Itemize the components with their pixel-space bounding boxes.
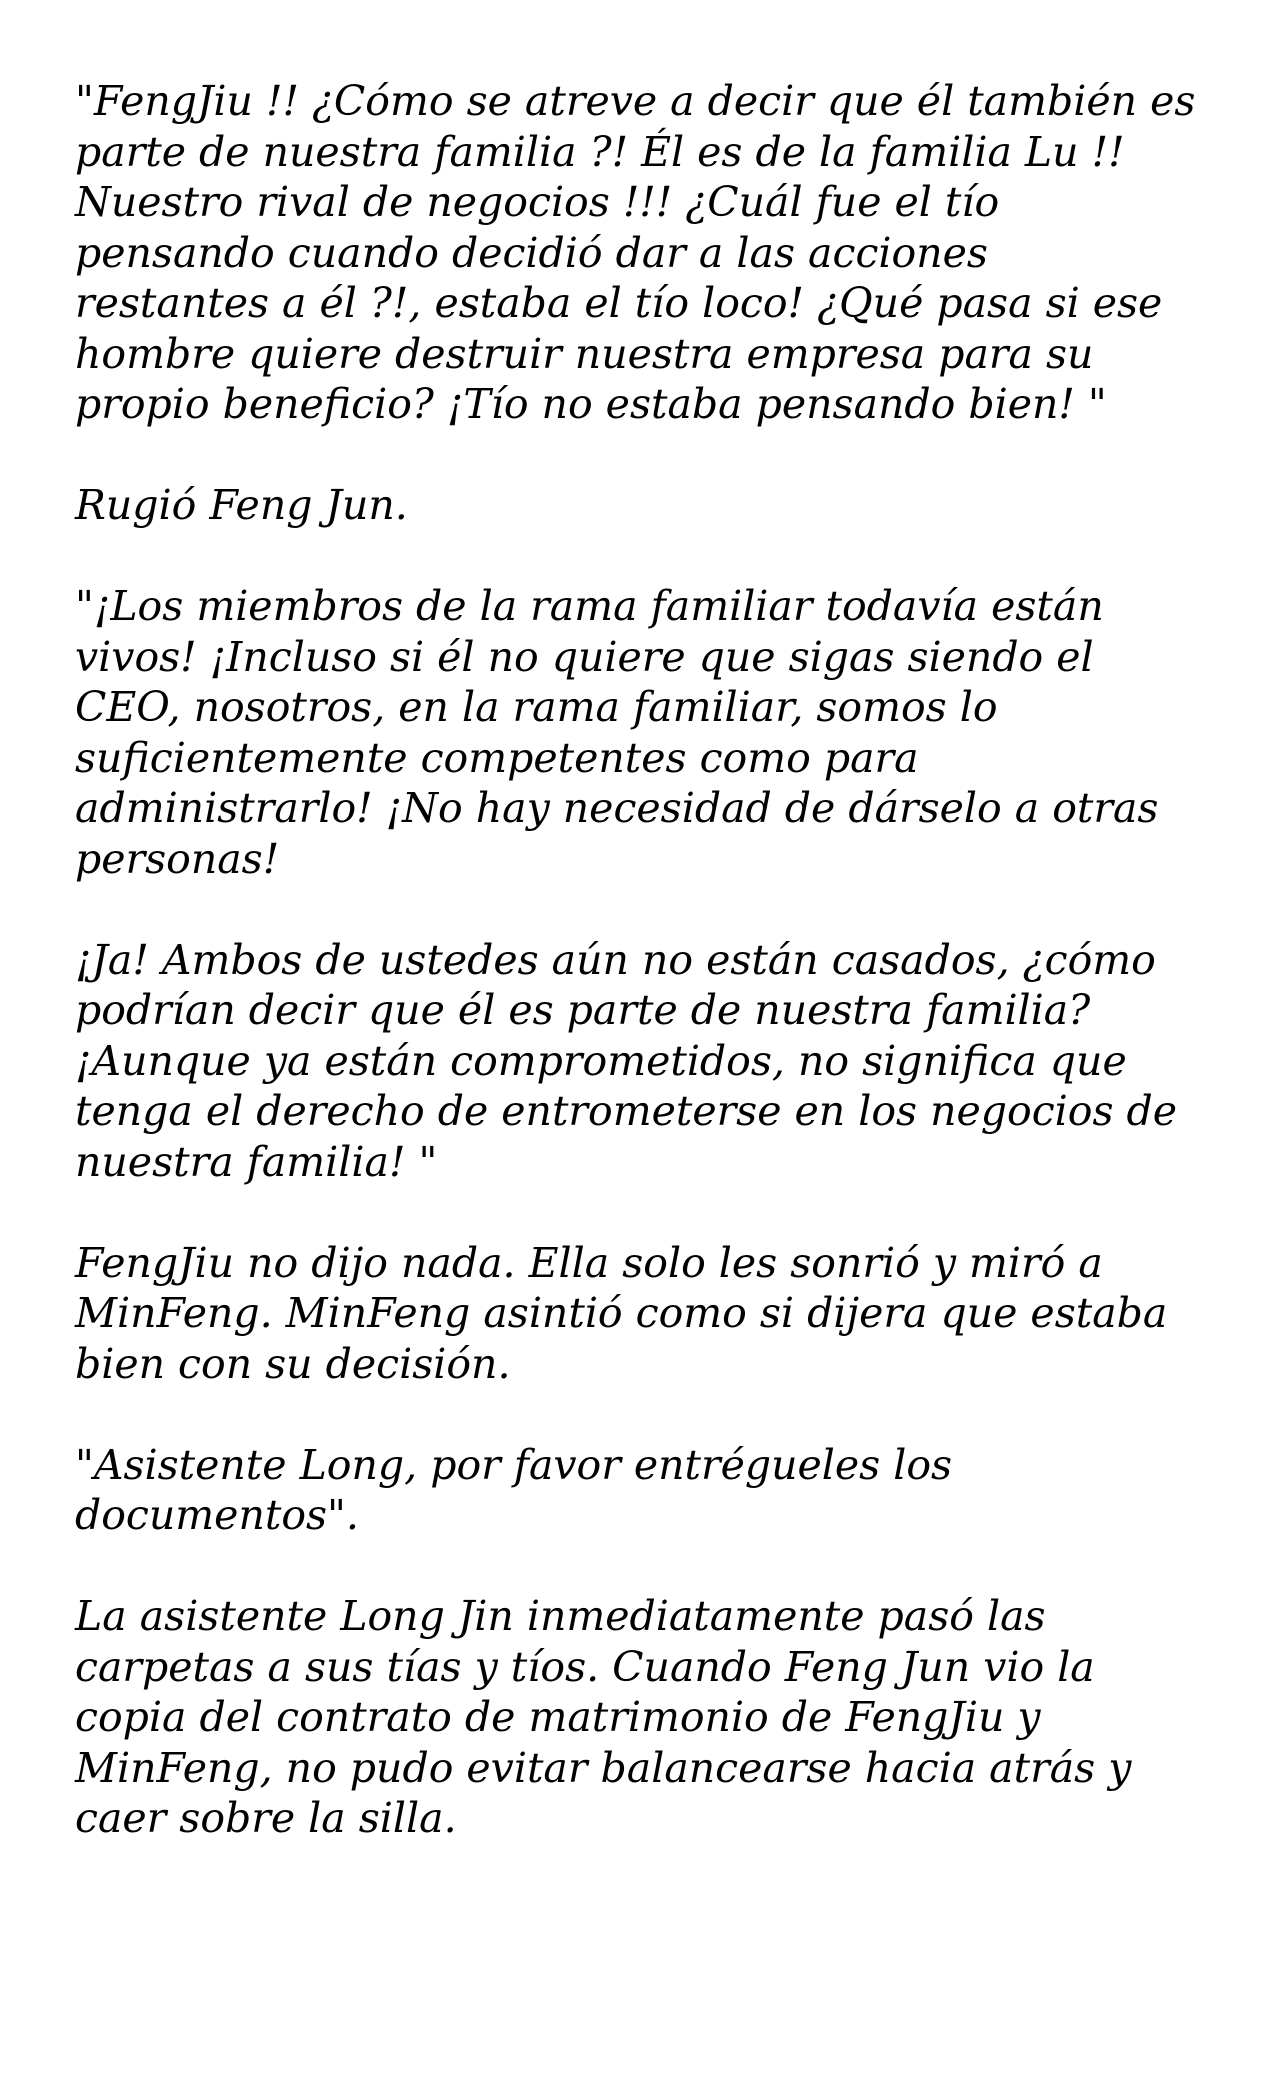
paragraph-assistant-request: "Asistente Long, por favor entrégueles los documentos". (75, 1440, 953, 1539)
paragraph-fengjiu-silent: FengJiu no dijo nada. Ella solo les sonrió y miró a MinFeng. MinFeng asintió como si dijera que estaba bien con su decisión. (75, 1238, 1168, 1388)
paragraph-roared: Rugió Feng Jun. (75, 481, 408, 529)
paragraph-fengjun-outburst: "FengJiu !! ¿Cómo se atreve a decir que él también es parte de nuestra familia ?! Él es de la familia Lu !! Nuestro rival de negocios !!! ¿Cuál fue el tío pensando cuando decidió dar a las acciones restantes a él ?!, estaba el tío loco! ¿Qué pasa si ese hombre quiere destruir nuestra empresa para su propio beneficio? ¡Tío no estaba pensando bien! " (75, 77, 1196, 428)
paragraph-contract-copy: La asistente Long Jin inmediatamente pasó las carpetas a sus tías y tíos. Cuando Feng Jun vio la copia del contrato de matrimonio de FengJiu y MinFeng, no pudo evitar balancearse hacia atrás y caer sobre la silla. (75, 1592, 1132, 1842)
paragraph-family-branch: "¡Los miembros de la rama familiar todavía están vivos! ¡Incluso si él no quiere que sigas siendo el CEO, nosotros, en la rama familiar, somos lo suficientemente competentes como para administrarlo! ¡No hay necesidad de dárselo a otras personas! (75, 582, 1159, 883)
story-text (75, 76, 1215, 1844)
paragraph-not-married: ¡Ja! Ambos de ustedes aún no están casados, ¿cómo podrían decir que él es parte de nuestra familia? ¡Aunque ya están comprometidos, no significa que tenga el derecho de entrometerse en los negocios de nuestra familia! " (75, 935, 1178, 1186)
